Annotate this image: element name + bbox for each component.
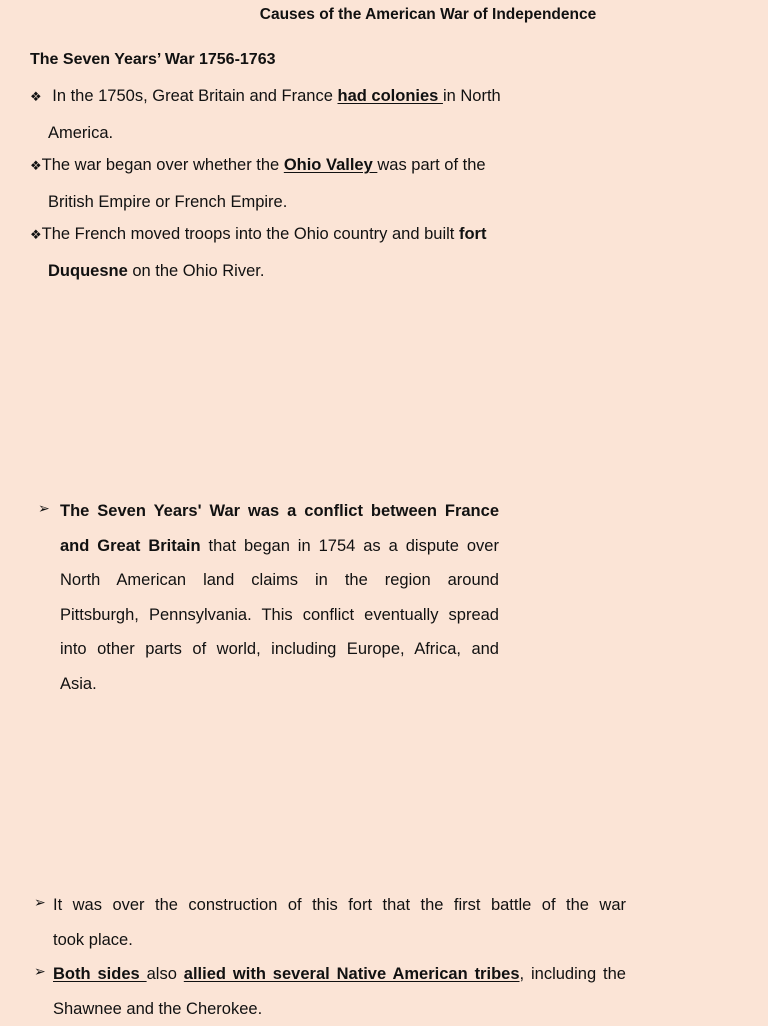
text-span: was part of the xyxy=(377,156,485,174)
text-span: The French moved troops into the Ohio country and built xyxy=(42,225,459,243)
text-span: that began in 1754 as a dispute over xyxy=(201,537,499,555)
diamond-bullet-icon: ❖ xyxy=(30,150,42,185)
bullet-line xyxy=(30,254,550,289)
text-span: In the 1750s, Great Britain and France xyxy=(52,87,337,105)
text-span: in North xyxy=(443,87,501,105)
bold-text: and Great Britain xyxy=(60,537,201,555)
text-line xyxy=(53,957,626,992)
text-span: , including the xyxy=(520,965,627,983)
text-span: also xyxy=(147,965,184,983)
text-span: America. xyxy=(30,116,550,151)
text-line: Pittsburgh, Pennsylvania. This conflict eventually spread xyxy=(60,598,499,633)
paragraph-seven-years-war xyxy=(60,494,499,701)
text-span: The war began over whether the xyxy=(42,156,284,174)
text-span: on the Ohio River. xyxy=(128,262,265,280)
bullet-item-ohio-valley xyxy=(30,148,550,219)
text-line: into other parts of world, including Europe, Africa, and xyxy=(60,632,499,667)
paragraph-native-allies xyxy=(53,957,626,1026)
bullet-line xyxy=(30,79,550,116)
text-line: Asia. xyxy=(60,667,499,702)
underlined-term: Ohio Valley xyxy=(284,156,378,174)
underlined-term: allied with several Native American tribes xyxy=(184,965,520,983)
bullet-line xyxy=(30,217,550,254)
underlined-term: had colonies xyxy=(338,87,443,105)
text-line: It was over the construction of this fort that the first battle of the war xyxy=(53,888,626,923)
page-title: Causes of the American War of Independence xyxy=(0,6,768,24)
paragraph-first-battle xyxy=(53,888,626,957)
bullet-line xyxy=(30,148,550,185)
text-line xyxy=(60,529,499,564)
bold-term: fort xyxy=(459,225,487,243)
arrow-bullet-icon: ➢ xyxy=(34,964,46,980)
arrow-bullet-icon: ➢ xyxy=(34,895,46,911)
bullet-item-fort-duquesne xyxy=(30,217,550,288)
underlined-term: Both sides xyxy=(53,965,147,983)
diamond-bullet-icon: ❖ xyxy=(30,81,42,116)
text-line xyxy=(60,494,499,529)
bold-text: The Seven Years' War was a conflict between France xyxy=(60,502,499,520)
text-line: Shawnee and the Cherokee. xyxy=(53,992,626,1026)
bullet-item-colonies xyxy=(30,79,550,150)
diamond-bullet-icon: ❖ xyxy=(30,219,42,254)
text-line: took place. xyxy=(53,923,626,958)
text-line: North American land claims in the region around xyxy=(60,563,499,598)
arrow-bullet-icon: ➢ xyxy=(38,501,50,517)
section-heading: The Seven Years’ War 1756-1763 xyxy=(30,51,276,69)
text-span: British Empire or French Empire. xyxy=(30,185,550,220)
bold-term: Duquesne xyxy=(48,262,128,280)
